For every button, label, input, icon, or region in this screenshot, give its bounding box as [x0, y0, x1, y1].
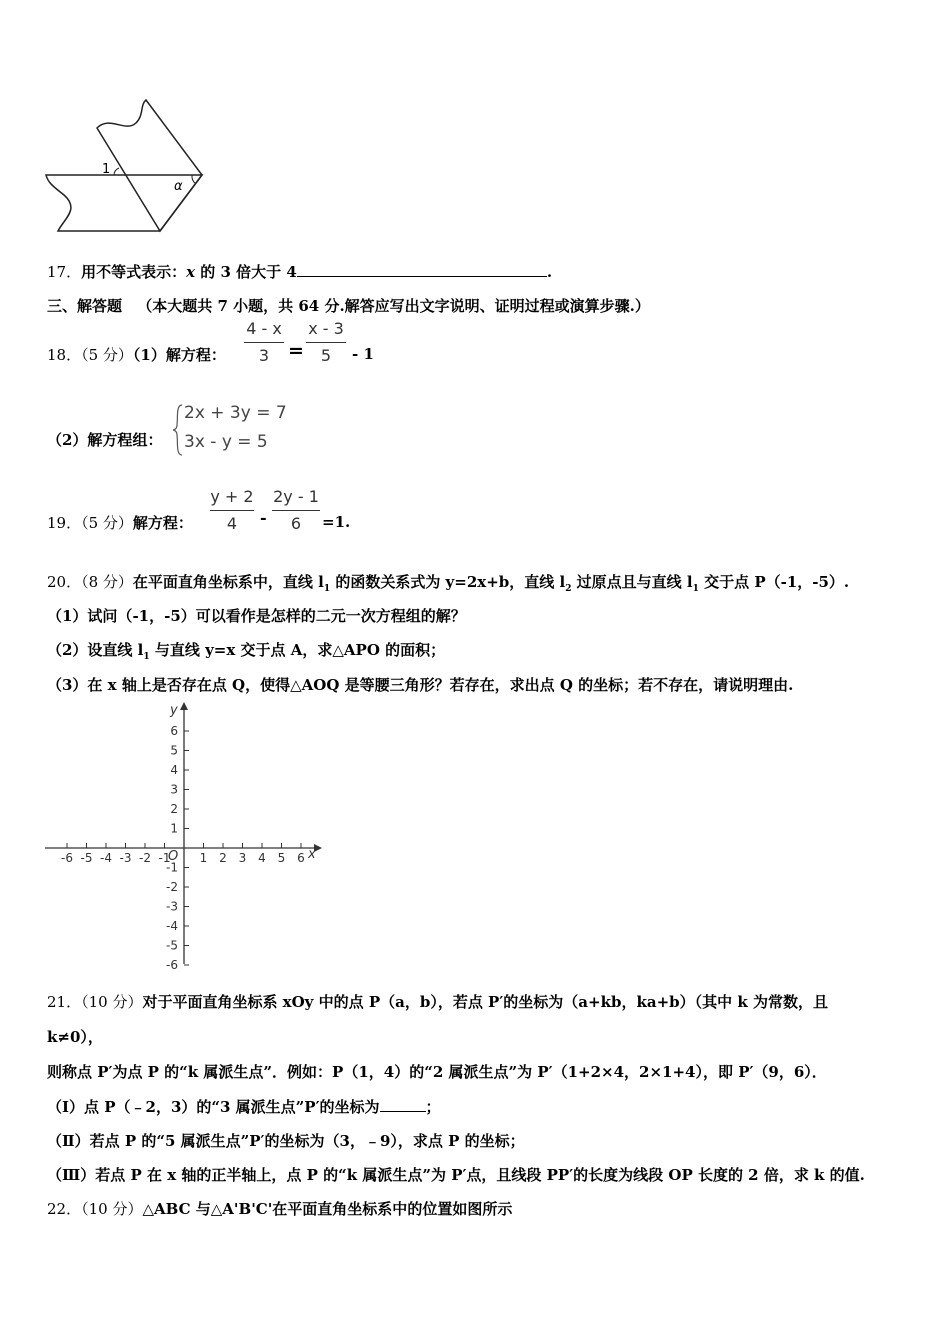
y-tick-label: -5 [166, 938, 178, 953]
q18-frac2-den: 5 [320, 346, 332, 365]
q20-sub3: 1 [692, 584, 699, 594]
y-tick-label: 1 [170, 821, 178, 836]
system-brace [172, 403, 184, 457]
q21-stem-1: 对于平面直角坐标系 xOy 中的点 P（a，b），若点 P′的坐标为（a+kb，ka+b）（其中 k 为常数，且 [142, 993, 828, 1011]
section3-note: （本大题共 7 小题，共 64 分.解答应写出文字说明、证明过程或演算步骤.） [137, 297, 650, 315]
q22-number: 22． [47, 1200, 82, 1218]
q19-fraction-1 [210, 486, 254, 535]
y-axis-arrow [180, 702, 188, 710]
q17-end: . [546, 263, 553, 281]
x-tick-label: -4 [100, 851, 112, 865]
x-tick-label: 4 [258, 851, 266, 865]
q19-frac1-num: y + 2 [210, 487, 254, 506]
q18-fraction-1 [244, 318, 284, 367]
q18-tail: - 1 [352, 345, 374, 363]
q18-system-line1: 2x + 3y = 7 [184, 403, 287, 423]
q21-part2: （Ⅱ）若点 P 的“5 属派生点”P′的坐标为（3，﹣9），求点 P 的坐标； [47, 1132, 525, 1150]
q20-stem-d: 交于点 P（-1，-5）. [698, 573, 850, 591]
slanted-strip [97, 100, 202, 231]
x-tick-label: -3 [119, 851, 132, 865]
q18-frac1-num: 4 - x [246, 319, 282, 338]
q19-score: （5 分） [81, 514, 133, 532]
q20-stem-b: 的函数关系式为 y=2x+b，直线 l [330, 573, 566, 591]
q19-frac1-den: 4 [226, 514, 238, 533]
y-tick-label: 4 [170, 763, 178, 777]
y-tick-label: -6 [166, 958, 178, 972]
q21-part3: （Ⅲ）若点 P 在 x 轴的正半轴上，点 P 的“k 属派生点”为 P′点，且线段 PP′的长度为线段 OP 长度的 2 倍，求 k 的值. [47, 1166, 865, 1184]
q21-score: （10 分） [81, 993, 143, 1011]
question-18-part1 [47, 345, 226, 365]
q19-minus: - [260, 508, 267, 527]
q21-p1-end: ； [425, 1098, 441, 1116]
q17-answer-blank[interactable] [297, 276, 547, 277]
q17-text2: 的 3 倍大于 4 [195, 263, 297, 281]
q18-number: 18． [47, 346, 82, 364]
x-tick-label: -5 [80, 851, 93, 865]
q18-frac2-num: x - 3 [308, 319, 344, 338]
q18-frac1-den: 3 [258, 346, 270, 365]
q18-part2: （2）解方程组： [47, 431, 163, 449]
q20-part1: （1）试问（-1，-5）可以看作是怎样的二元一次方程组的解？ [47, 607, 466, 625]
q22-stem: △ABC 与△A'B'C'在平面直角坐标系中的位置如图所示 [142, 1200, 513, 1218]
q21-stem-2: k≠0）， [47, 1028, 103, 1046]
y-tick-label: -3 [166, 899, 178, 914]
parallel-strip-figure [40, 95, 220, 240]
q18-score: （5 分） [81, 346, 133, 364]
q20-p2-sub: 1 [143, 652, 150, 662]
q18-system-line2: 3x - y = 5 [184, 432, 268, 452]
angle-alpha-label: α [174, 179, 183, 194]
x-axis-label: x [308, 847, 316, 862]
question-18-part2 [47, 430, 162, 450]
y-tick-label: -4 [166, 919, 178, 933]
q19-frac2-den: 6 [290, 514, 302, 533]
q22-score: （10 分） [81, 1200, 143, 1218]
q18-part1: （1）解方程： [132, 346, 226, 364]
q17-number: 17． [47, 263, 82, 281]
q20-stem-a: 在平面直角坐标系中，直线 l [132, 573, 324, 591]
question-19 [47, 513, 193, 533]
q21-p1: （Ⅰ）点 P（﹣2，3）的“3 属派生点”P′的坐标为 [47, 1098, 380, 1116]
q19-number: 19． [47, 514, 82, 532]
q20-sub1: 1 [323, 584, 331, 594]
question-22 [47, 1199, 512, 1219]
section-3-heading [47, 296, 650, 316]
y-tick-label: -2 [166, 880, 178, 894]
q17-var: x [186, 263, 196, 281]
y-tick-label: 2 [170, 802, 178, 816]
q20-p2-b: 与直线 y=x 交于点 A，求△APO 的面积； [149, 641, 446, 659]
question-20-part2 [47, 640, 445, 667]
q19-label: 解方程： [132, 514, 193, 532]
section3-title: 三、解答题 [47, 297, 123, 315]
q19-fraction-2 [272, 486, 320, 535]
question-20 [47, 572, 849, 599]
y-tick-label: 6 [170, 724, 178, 738]
x-tick-label: 1 [199, 851, 208, 865]
origin-label: O [168, 849, 179, 864]
q19-tail: =1. [322, 513, 351, 531]
question-17 [47, 262, 552, 282]
q20-sub2: 2 [565, 584, 572, 594]
q20-score: （8 分） [81, 573, 133, 591]
q21-stem-3: 则称点 P′为点 P 的“k 属派生点”．例如：P（1，4）的“2 属派生点”为 P′（1+2×4，2×1+4），即 P′（9，6）． [47, 1063, 827, 1081]
x-tick-label: 3 [238, 851, 247, 865]
question-21-line1 [47, 992, 828, 1012]
y-axis-label: y [170, 703, 178, 718]
q21-number: 21． [47, 993, 82, 1011]
x-tick-label: 6 [297, 851, 305, 865]
q17-text: 用不等式表示： [81, 263, 187, 281]
q20-stem-c: 过原点且与直线 l [571, 573, 693, 591]
x-tick-label: -1 [158, 851, 171, 865]
y-tick-label: 5 [170, 743, 178, 758]
y-tick-label: -1 [166, 860, 178, 875]
q18-fraction-2 [306, 318, 346, 367]
q20-part3: （3）在 x 轴上是否存在点 Q，使得△AOQ 是等腰三角形？若存在，求出点 Q 的坐标；若不存在，请说明理由. [47, 676, 794, 694]
q20-p2-a: （2）设直线 l [47, 641, 144, 659]
q18-equals: = [288, 340, 304, 362]
question-21-part1 [47, 1097, 441, 1117]
q20-number: 20． [47, 573, 82, 591]
q21-answer-blank[interactable] [380, 1111, 426, 1112]
x-tick-label: -2 [139, 851, 151, 865]
y-tick-label: 3 [170, 782, 178, 797]
x-tick-label: -6 [61, 851, 73, 865]
x-tick-label: 5 [277, 851, 286, 865]
angle-1-label: 1 [102, 162, 111, 177]
x-tick-label: 2 [219, 851, 227, 865]
q19-frac2-num: 2y - 1 [273, 487, 319, 506]
coordinate-grid [40, 700, 330, 975]
angle-1-arc [114, 168, 119, 175]
